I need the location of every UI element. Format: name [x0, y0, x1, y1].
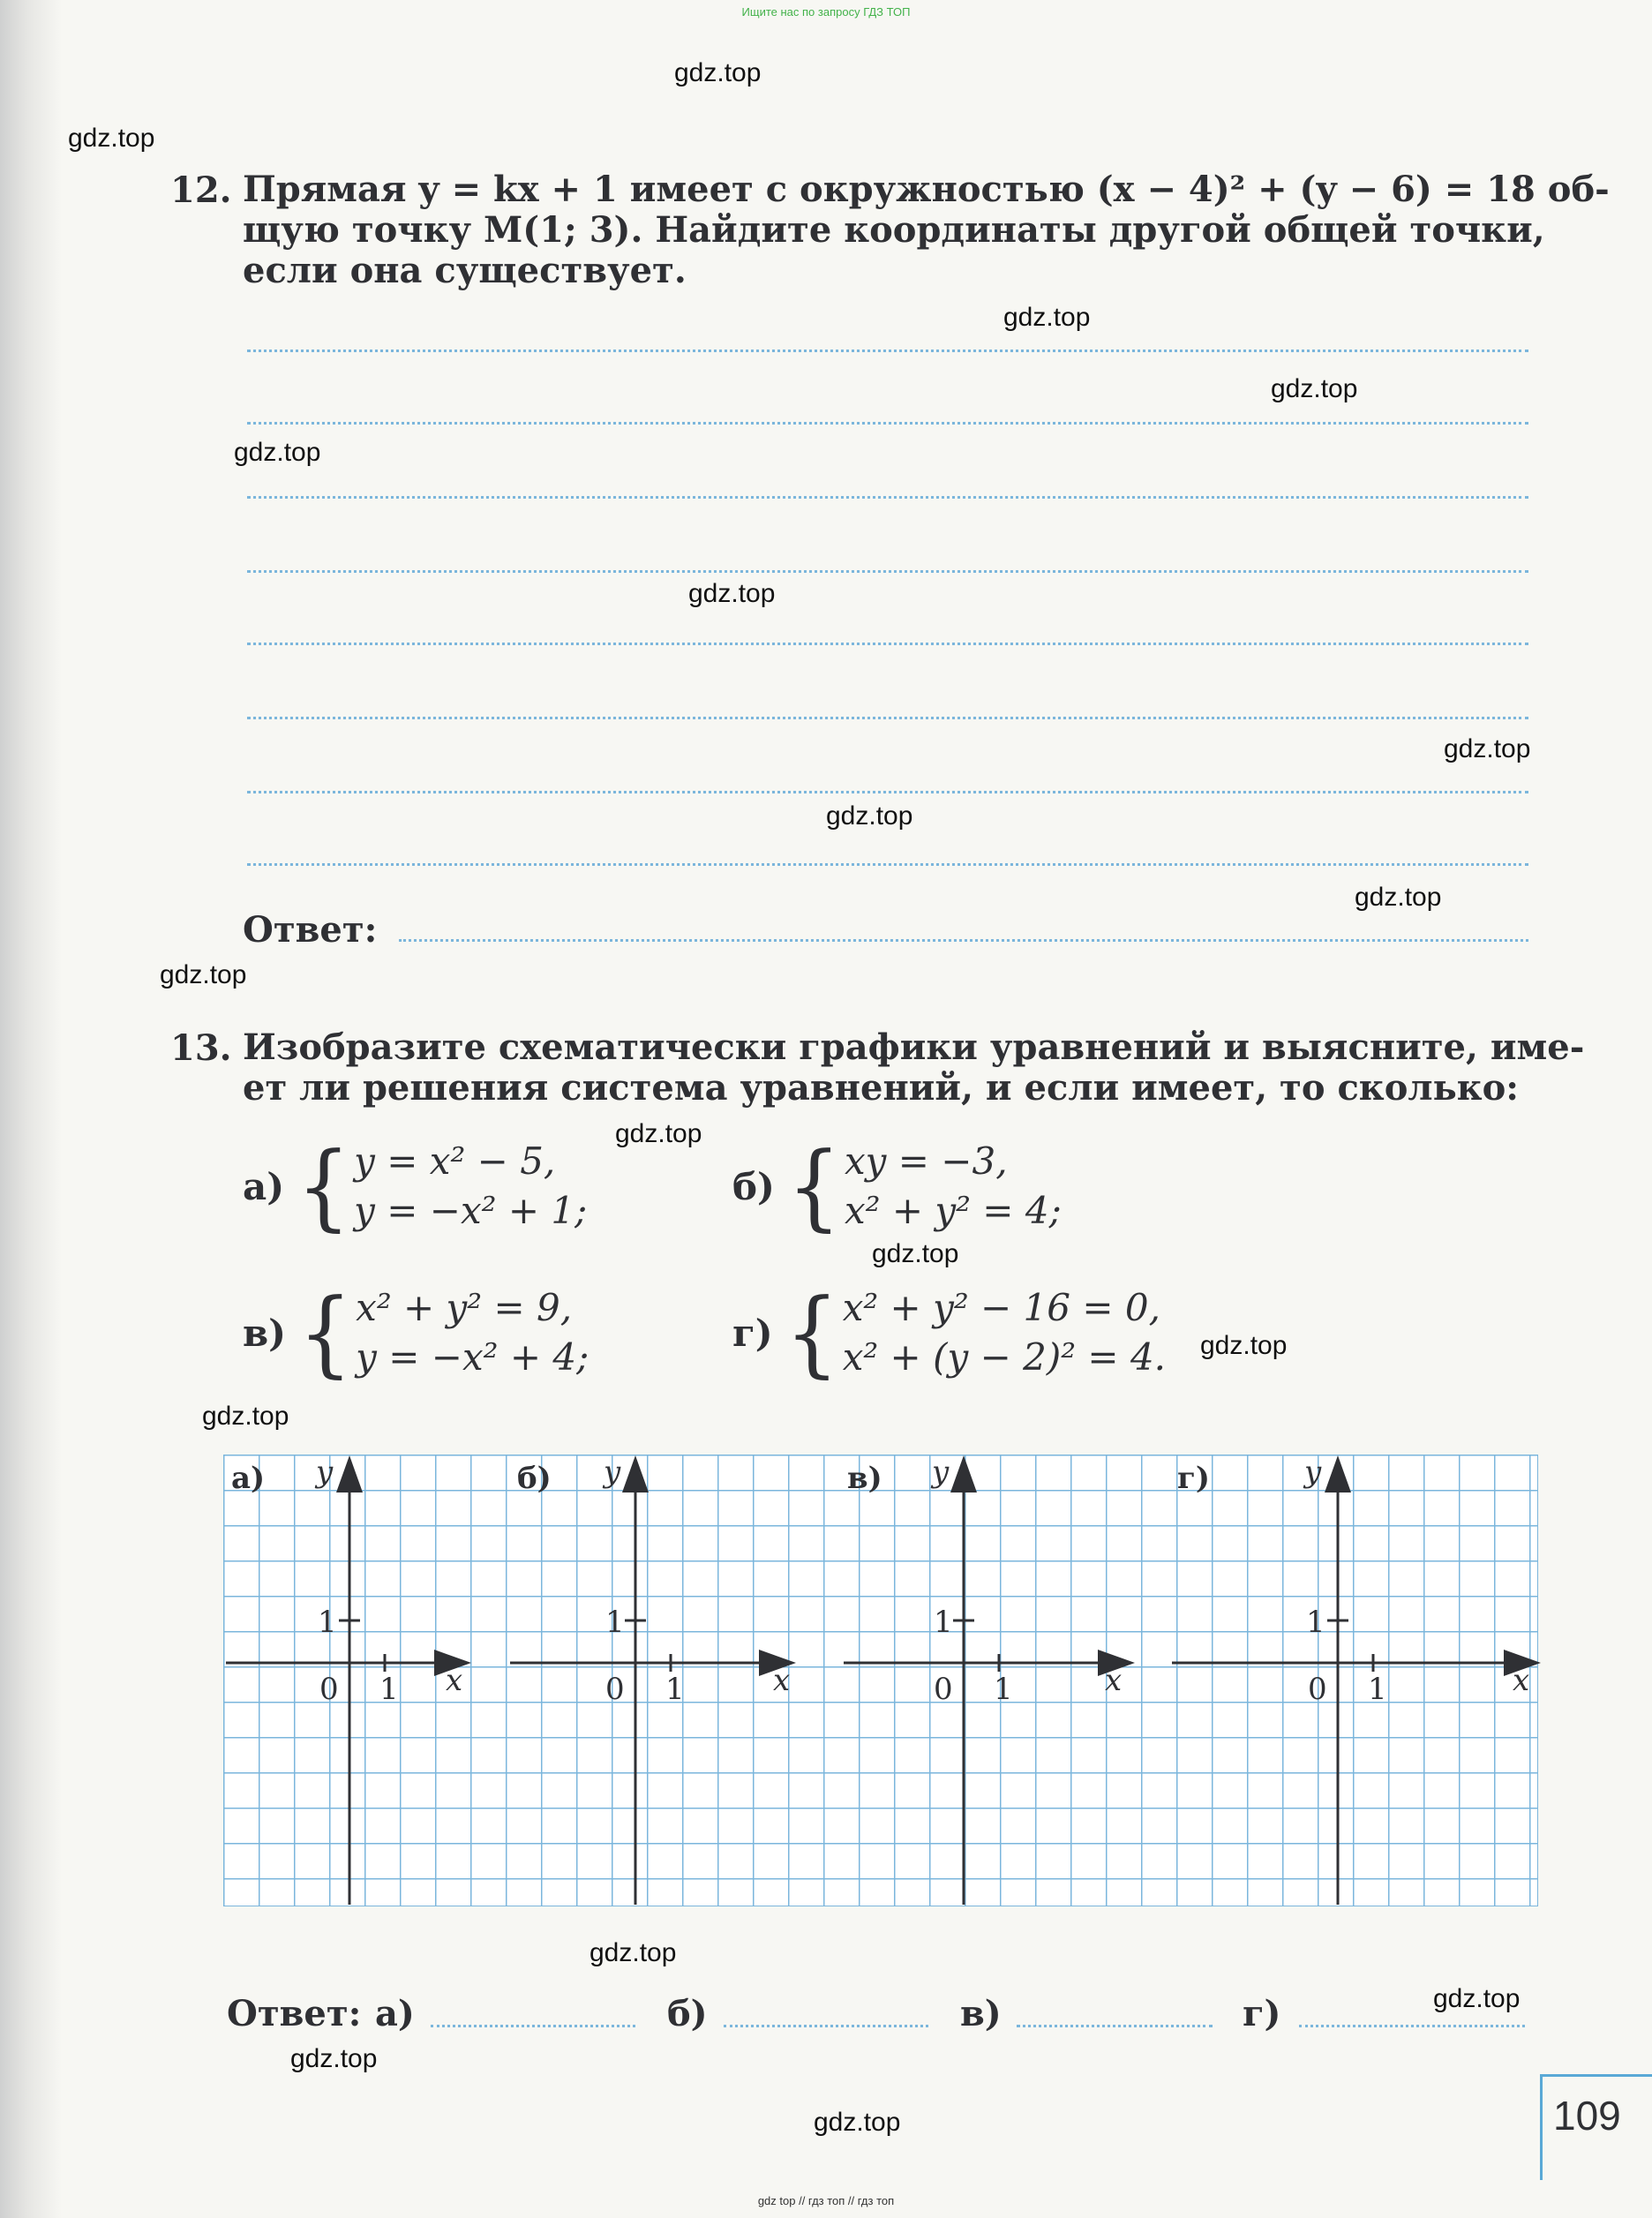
top-banner: Ищите нас по запросу ГДЗ ТОП [741, 5, 911, 19]
problem-12-answer-label: Ответ: [243, 909, 378, 951]
x-tick-1: 1 [1368, 1672, 1387, 1707]
problem-12-line: Прямая y = kx + 1 имеет с окружностью (x − 4)² + (y − 6) = 18 об- [243, 169, 1610, 210]
problem-13-line: ет ли решения система уравнений, и если имеет, то сколько: [243, 1067, 1520, 1109]
panel-a-label: а) [231, 1461, 266, 1496]
problem-13-number: 13. [170, 1027, 232, 1069]
watermark: gdz.top [814, 2108, 901, 2137]
panel-a-axes [226, 1461, 466, 1905]
watermark: gdz.top [1355, 883, 1442, 912]
answer-field-a[interactable] [431, 2025, 635, 2027]
y-axis-label: y [316, 1455, 334, 1490]
answer-part-label: г) [1243, 1993, 1281, 2034]
watermark: gdz.top [290, 2044, 378, 2073]
system-label: б) [732, 1164, 775, 1208]
answer-field-g[interactable] [1299, 2025, 1525, 2027]
x-axis-label: x [1513, 1663, 1530, 1698]
watermark: gdz.top [160, 960, 247, 989]
system-label: г) [732, 1311, 773, 1355]
brace-icon: { [297, 1132, 351, 1241]
x-tick-1: 1 [379, 1672, 399, 1707]
watermark: gdz.top [826, 801, 913, 831]
x-axis-label: x [1105, 1663, 1123, 1698]
x-tick-1: 1 [994, 1672, 1013, 1707]
watermark: gdz.top [234, 438, 321, 467]
x-axis-label: x [773, 1663, 791, 1698]
watermark: gdz.top [688, 579, 776, 608]
answer-field-b[interactable] [724, 2025, 928, 2027]
y-tick-1: 1 [934, 1605, 953, 1640]
answer-field-v[interactable] [1017, 2025, 1213, 2027]
equation: y = −x² + 1; [354, 1189, 588, 1232]
brace-icon: { [785, 1278, 839, 1387]
watermark: gdz.top [68, 124, 155, 153]
watermark: gdz.top [202, 1402, 289, 1431]
equation: x² + y² − 16 = 0, [842, 1286, 1160, 1329]
problem-12-line: если она существует. [243, 250, 687, 291]
equation: x² + y² = 4; [844, 1189, 1062, 1232]
origin-label: 0 [934, 1672, 953, 1707]
problem-12-line: щую точку M(1; 3). Найдите координаты другой общей точки, [243, 209, 1545, 251]
brace-icon: { [786, 1132, 841, 1241]
y-axis-label: y [932, 1455, 950, 1490]
y-tick-1: 1 [318, 1605, 337, 1640]
equation: y = x² − 5, [354, 1139, 556, 1183]
panel-v-axes [844, 1461, 1130, 1905]
origin-label: 0 [1308, 1672, 1327, 1707]
equation: xy = −3, [844, 1139, 1008, 1183]
answer-part-label: б) [667, 1993, 708, 2034]
watermark: gdz.top [1433, 1984, 1521, 2013]
equation: x² + (y − 2)² = 4. [842, 1335, 1167, 1379]
y-axis-label: y [604, 1455, 621, 1490]
panel-b-label: б) [517, 1461, 552, 1496]
system-label: а) [243, 1164, 285, 1208]
panel-g-axes [1172, 1461, 1536, 1905]
y-axis-label: y [1304, 1455, 1322, 1490]
watermark: gdz.top [1200, 1331, 1288, 1360]
answer-part-label: в) [960, 1993, 1002, 2034]
panel-v-label: в) [847, 1461, 882, 1496]
system-label: в) [243, 1311, 287, 1355]
origin-label: 0 [319, 1672, 339, 1707]
y-tick-1: 1 [1306, 1605, 1325, 1640]
watermark: gdz.top [589, 1938, 677, 1967]
x-axis-label: x [446, 1663, 463, 1698]
equation: x² + y² = 9, [356, 1286, 573, 1329]
problem-13-line: Изобразите схематически графики уравнений и выясните, име- [243, 1026, 1585, 1068]
watermark: gdz.top [1003, 303, 1091, 332]
watermark: gdz.top [674, 58, 762, 87]
y-tick-1: 1 [605, 1605, 625, 1640]
watermark: gdz.top [615, 1119, 702, 1148]
problem-13-answer-label: Ответ: [227, 1993, 362, 2034]
page-number: 109 [1553, 2093, 1621, 2139]
watermark: gdz.top [1444, 734, 1531, 763]
bottom-banner: gdz top // гдз топ // гдз топ [757, 2194, 895, 2207]
watermark: gdz.top [872, 1239, 959, 1268]
problem-12-number: 12. [170, 169, 232, 211]
panel-b-axes [510, 1461, 791, 1905]
answer-part-label: а) [375, 1993, 415, 2034]
brace-icon: { [298, 1278, 353, 1387]
panel-g-label: г) [1177, 1461, 1210, 1496]
origin-label: 0 [605, 1672, 625, 1707]
watermark: gdz.top [1271, 374, 1358, 403]
equation: y = −x² + 4; [356, 1335, 589, 1379]
x-tick-1: 1 [665, 1672, 685, 1707]
